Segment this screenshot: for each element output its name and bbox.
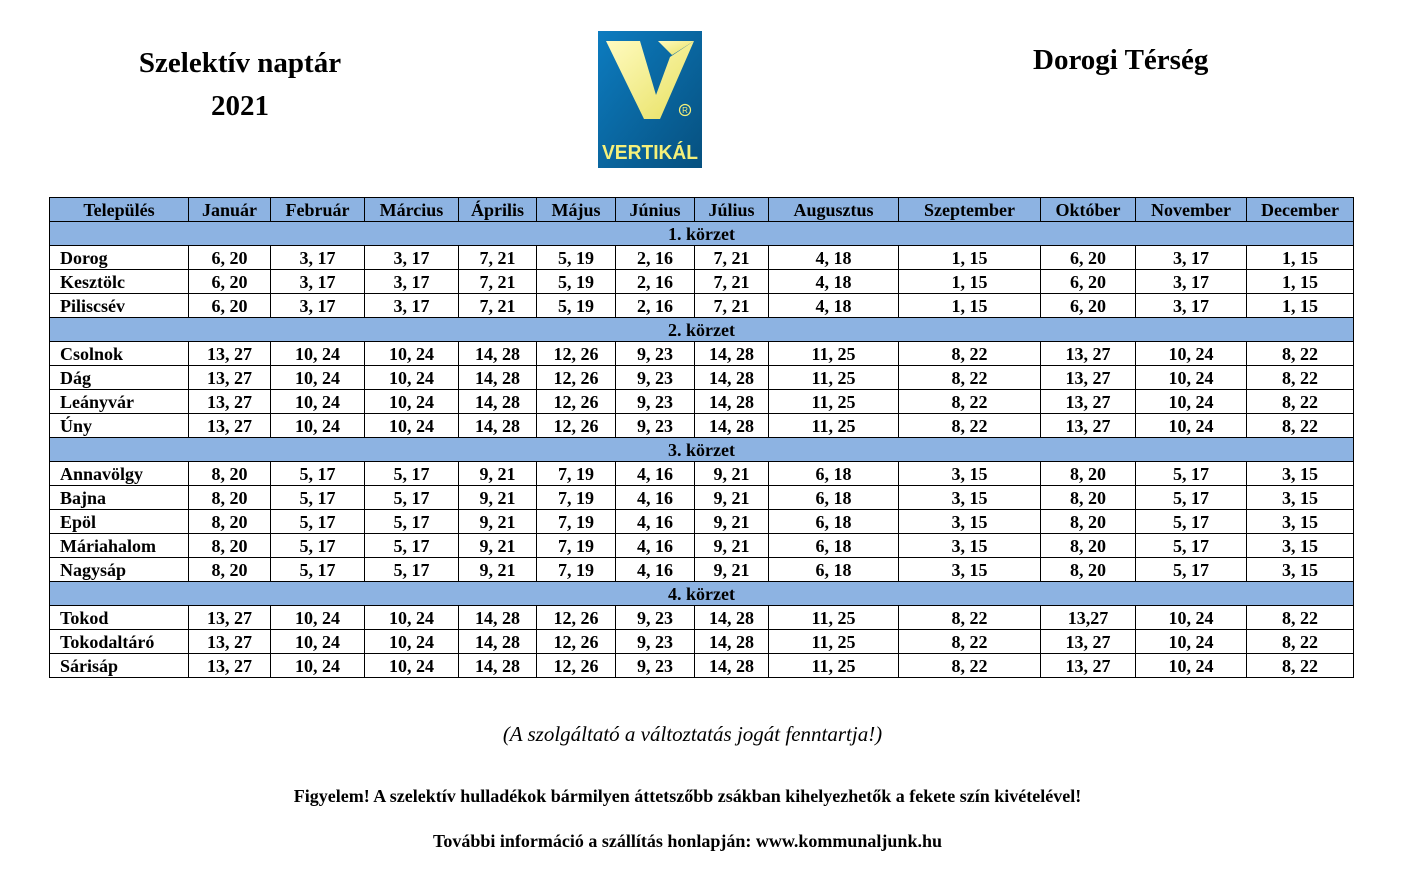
disclaimer-note: (A szolgáltató a változtatás jogát fenntartja!)	[502, 722, 883, 746]
table-row	[50, 342, 1354, 366]
collection-days-cell: 9, 21	[459, 486, 537, 510]
collection-days-cell: 9, 23	[616, 654, 695, 678]
collection-days-cell: 8, 20	[189, 510, 271, 534]
collection-days-cell: 13, 27	[189, 366, 271, 390]
collection-days-cell: 14, 28	[695, 630, 769, 654]
collection-days-cell: 5, 19	[537, 246, 616, 270]
collection-days-cell: 10, 24	[1136, 366, 1247, 390]
collection-days-cell: 9, 23	[616, 606, 695, 630]
column-header-month: Február	[271, 198, 365, 222]
collection-days-cell: 14, 28	[695, 606, 769, 630]
collection-days-cell: 10, 24	[365, 342, 459, 366]
svg-text:R: R	[682, 106, 688, 115]
table-row	[50, 246, 1354, 270]
collection-days-cell: 9, 21	[695, 510, 769, 534]
table-row	[50, 486, 1354, 510]
collection-days-cell: 9, 23	[616, 366, 695, 390]
collection-days-cell: 10, 24	[365, 414, 459, 438]
collection-days-cell: 3, 17	[271, 270, 365, 294]
collection-days-cell: 13, 27	[189, 630, 271, 654]
collection-days-cell: 3, 17	[1136, 246, 1247, 270]
table-header-row	[50, 198, 1354, 222]
vertikal-logo	[598, 31, 702, 168]
warning-text: Figyelem! A szelektív hulladékok bármilyen áttetszőbb zsákban kihelyezhetők a fekete szín kivételével!	[293, 786, 1082, 806]
collection-days-cell: 3, 15	[899, 558, 1041, 582]
collection-days-cell: 8, 20	[1041, 558, 1136, 582]
collection-days-cell: 6, 20	[1041, 270, 1136, 294]
settlement-name: Bajna	[50, 486, 189, 510]
collection-days-cell: 11, 25	[769, 366, 899, 390]
collection-days-cell: 11, 25	[769, 390, 899, 414]
settlement-name: Dorog	[50, 246, 189, 270]
collection-days-cell: 8, 22	[899, 342, 1041, 366]
collection-days-cell: 4, 18	[769, 246, 899, 270]
collection-days-cell: 14, 28	[695, 390, 769, 414]
collection-days-cell: 7, 21	[459, 294, 537, 318]
collection-days-cell: 8, 20	[1041, 534, 1136, 558]
calendar-title: Szelektív naptár	[138, 47, 342, 79]
collection-days-cell: 10, 24	[271, 630, 365, 654]
collection-days-cell: 5, 17	[365, 510, 459, 534]
table-row	[50, 654, 1354, 678]
table-row	[50, 270, 1354, 294]
collection-days-cell: 8, 22	[899, 654, 1041, 678]
collection-days-cell: 9, 23	[616, 390, 695, 414]
collection-days-cell: 12, 26	[537, 654, 616, 678]
collection-days-cell: 9, 21	[459, 462, 537, 486]
collection-days-cell: 1, 15	[899, 246, 1041, 270]
zone-row	[50, 438, 1354, 462]
collection-days-cell: 10, 24	[365, 390, 459, 414]
collection-days-cell: 2, 16	[616, 246, 695, 270]
collection-days-cell: 8, 22	[1247, 630, 1354, 654]
calendar-title-block	[124, 42, 356, 128]
collection-days-cell: 3, 15	[899, 462, 1041, 486]
collection-days-cell: 4, 16	[616, 486, 695, 510]
collection-days-cell: 7, 19	[537, 462, 616, 486]
collection-days-cell: 10, 24	[1136, 414, 1247, 438]
column-header-month: Május	[537, 198, 616, 222]
collection-days-cell: 8, 20	[189, 486, 271, 510]
collection-days-cell: 12, 26	[537, 630, 616, 654]
collection-days-cell: 8, 20	[1041, 510, 1136, 534]
collection-days-cell: 5, 17	[1136, 510, 1247, 534]
column-header-month: Szeptember	[899, 198, 1041, 222]
column-header-month: Október	[1041, 198, 1136, 222]
collection-days-cell: 14, 28	[459, 630, 537, 654]
collection-days-cell: 8, 22	[1247, 414, 1354, 438]
calendar-year: 2021	[211, 90, 269, 122]
collection-days-cell: 14, 28	[695, 366, 769, 390]
collection-days-cell: 10, 24	[271, 654, 365, 678]
collection-days-cell: 10, 24	[271, 414, 365, 438]
collection-days-cell: 7, 21	[459, 246, 537, 270]
zone-row	[50, 582, 1354, 606]
table-row	[50, 366, 1354, 390]
collection-days-cell: 3, 17	[365, 246, 459, 270]
zone-label: 1. körzet	[50, 222, 1354, 246]
table-row	[50, 630, 1354, 654]
collection-days-cell: 5, 17	[1136, 534, 1247, 558]
collection-days-cell: 14, 28	[459, 654, 537, 678]
column-header-month: December	[1247, 198, 1354, 222]
collection-days-cell: 8, 22	[1247, 390, 1354, 414]
collection-days-cell: 3, 17	[1136, 294, 1247, 318]
column-header-month: November	[1136, 198, 1247, 222]
collection-days-cell: 14, 28	[695, 414, 769, 438]
collection-days-cell: 6, 18	[769, 486, 899, 510]
collection-days-cell: 1, 15	[1247, 270, 1354, 294]
collection-days-cell: 6, 20	[1041, 246, 1136, 270]
column-header-month: Július	[695, 198, 769, 222]
collection-days-cell: 5, 17	[365, 486, 459, 510]
collection-days-cell: 9, 21	[459, 510, 537, 534]
collection-days-cell: 6, 20	[189, 270, 271, 294]
column-header-month: Augusztus	[769, 198, 899, 222]
collection-days-cell: 12, 26	[537, 390, 616, 414]
collection-days-cell: 9, 21	[459, 534, 537, 558]
collection-days-cell: 13, 27	[189, 654, 271, 678]
collection-days-cell: 6, 20	[189, 294, 271, 318]
collection-days-cell: 13, 27	[1041, 414, 1136, 438]
collection-days-cell: 3, 17	[365, 270, 459, 294]
collection-days-cell: 9, 21	[459, 558, 537, 582]
collection-days-cell: 8, 22	[1247, 654, 1354, 678]
column-header-month: Január	[189, 198, 271, 222]
collection-days-cell: 10, 24	[1136, 654, 1247, 678]
collection-days-cell: 9, 21	[695, 534, 769, 558]
collection-days-cell: 11, 25	[769, 630, 899, 654]
collection-days-cell: 13, 27	[1041, 342, 1136, 366]
table-row	[50, 414, 1354, 438]
collection-days-cell: 10, 24	[1136, 630, 1247, 654]
settlement-name: Epöl	[50, 510, 189, 534]
collection-days-cell: 11, 25	[769, 414, 899, 438]
collection-days-cell: 10, 24	[365, 630, 459, 654]
collection-days-cell: 9, 21	[695, 486, 769, 510]
collection-days-cell: 13, 27	[189, 342, 271, 366]
collection-days-cell: 5, 17	[365, 462, 459, 486]
collection-days-cell: 6, 18	[769, 462, 899, 486]
collection-days-cell: 4, 18	[769, 294, 899, 318]
collection-days-cell: 14, 28	[459, 606, 537, 630]
collection-days-cell: 13, 27	[189, 606, 271, 630]
collection-days-cell: 11, 25	[769, 654, 899, 678]
collection-days-cell: 7, 21	[459, 270, 537, 294]
collection-days-cell: 12, 26	[537, 342, 616, 366]
collection-days-cell: 13, 27	[1041, 654, 1136, 678]
collection-days-cell: 11, 25	[769, 342, 899, 366]
collection-days-cell: 10, 24	[365, 606, 459, 630]
settlement-name: Kesztölc	[50, 270, 189, 294]
collection-days-cell: 8, 22	[1247, 342, 1354, 366]
collection-days-cell: 8, 22	[899, 414, 1041, 438]
collection-days-cell: 8, 22	[899, 390, 1041, 414]
collection-days-cell: 7, 21	[695, 294, 769, 318]
settlement-name: Máriahalom	[50, 534, 189, 558]
collection-days-cell: 13, 27	[1041, 366, 1136, 390]
collection-days-cell: 14, 28	[459, 390, 537, 414]
collection-days-cell: 1, 15	[1247, 294, 1354, 318]
table-row	[50, 558, 1354, 582]
collection-days-cell: 3, 17	[271, 246, 365, 270]
collection-days-cell: 3, 17	[271, 294, 365, 318]
collection-days-cell: 10, 24	[1136, 390, 1247, 414]
collection-days-cell: 10, 24	[1136, 342, 1247, 366]
collection-days-cell: 9, 23	[616, 414, 695, 438]
settlement-name: Sárisáp	[50, 654, 189, 678]
collection-days-cell: 13,27	[1041, 606, 1136, 630]
collection-days-cell: 5, 17	[365, 558, 459, 582]
collection-days-cell: 9, 23	[616, 630, 695, 654]
collection-days-cell: 9, 21	[695, 462, 769, 486]
svg-text:VERTIKÁL: VERTIKÁL	[602, 142, 702, 164]
collection-days-cell: 7, 19	[537, 510, 616, 534]
collection-days-cell: 3, 17	[365, 294, 459, 318]
collection-days-cell: 4, 16	[616, 534, 695, 558]
collection-days-cell: 14, 28	[695, 654, 769, 678]
table-row	[50, 510, 1354, 534]
collection-days-cell: 13, 27	[1041, 630, 1136, 654]
collection-days-cell: 3, 15	[1247, 510, 1354, 534]
collection-days-cell: 8, 20	[1041, 462, 1136, 486]
collection-days-cell: 14, 28	[459, 342, 537, 366]
collection-days-cell: 1, 15	[899, 294, 1041, 318]
collection-days-cell: 10, 24	[271, 390, 365, 414]
collection-days-cell: 11, 25	[769, 606, 899, 630]
collection-days-cell: 12, 26	[537, 366, 616, 390]
collection-days-cell: 3, 15	[899, 534, 1041, 558]
table-row	[50, 462, 1354, 486]
collection-days-cell: 6, 20	[1041, 294, 1136, 318]
collection-days-cell: 9, 23	[616, 342, 695, 366]
collection-days-cell: 4, 16	[616, 510, 695, 534]
zone-label: 2. körzet	[50, 318, 1354, 342]
collection-days-cell: 3, 15	[899, 510, 1041, 534]
collection-days-cell: 8, 20	[189, 558, 271, 582]
collection-days-cell: 10, 24	[271, 366, 365, 390]
collection-days-cell: 8, 20	[189, 534, 271, 558]
zone-label: 3. körzet	[50, 438, 1354, 462]
collection-days-cell: 3, 15	[1247, 558, 1354, 582]
column-header-month: Március	[365, 198, 459, 222]
collection-days-cell: 8, 22	[899, 366, 1041, 390]
collection-days-cell: 8, 22	[899, 630, 1041, 654]
collection-days-cell: 5, 17	[365, 534, 459, 558]
collection-days-cell: 13, 27	[1041, 390, 1136, 414]
settlement-name: Dág	[50, 366, 189, 390]
collection-days-cell: 7, 19	[537, 486, 616, 510]
collection-days-cell: 5, 17	[1136, 558, 1247, 582]
collection-days-cell: 6, 20	[189, 246, 271, 270]
collection-days-cell: 13, 27	[189, 390, 271, 414]
settlement-name: Nagysáp	[50, 558, 189, 582]
settlement-name: Tokodaltáró	[50, 630, 189, 654]
collection-days-cell: 12, 26	[537, 414, 616, 438]
settlement-name: Csolnok	[50, 342, 189, 366]
collection-days-cell: 14, 28	[459, 414, 537, 438]
collection-days-cell: 10, 24	[365, 654, 459, 678]
collection-days-cell: 8, 22	[899, 606, 1041, 630]
table-row	[50, 390, 1354, 414]
info-text: További információ a szállítás honlapján: www.kommunaljunk.hu	[433, 831, 942, 851]
collection-days-cell: 8, 22	[1247, 606, 1354, 630]
collection-days-cell: 5, 19	[537, 270, 616, 294]
collection-days-cell: 9, 21	[695, 558, 769, 582]
settlement-name: Annavölgy	[50, 462, 189, 486]
collection-days-cell: 10, 24	[365, 366, 459, 390]
collection-days-cell: 10, 24	[271, 606, 365, 630]
collection-days-cell: 5, 17	[271, 510, 365, 534]
collection-days-cell: 7, 21	[695, 246, 769, 270]
collection-days-cell: 5, 17	[1136, 462, 1247, 486]
collection-days-cell: 2, 16	[616, 270, 695, 294]
collection-days-cell: 12, 26	[537, 606, 616, 630]
collection-days-cell: 5, 17	[1136, 486, 1247, 510]
collection-days-cell: 4, 16	[616, 558, 695, 582]
collection-days-cell: 3, 15	[1247, 534, 1354, 558]
collection-days-cell: 4, 16	[616, 462, 695, 486]
collection-days-cell: 10, 24	[1136, 606, 1247, 630]
settlement-name: Úny	[50, 414, 189, 438]
collection-days-cell: 8, 20	[189, 462, 271, 486]
collection-days-cell: 3, 17	[1136, 270, 1247, 294]
zone-row	[50, 222, 1354, 246]
collection-days-cell: 6, 18	[769, 558, 899, 582]
collection-days-cell: 2, 16	[616, 294, 695, 318]
collection-days-cell: 6, 18	[769, 510, 899, 534]
collection-days-cell: 7, 21	[695, 270, 769, 294]
column-header-month: Június	[616, 198, 695, 222]
zone-label: 4. körzet	[50, 582, 1354, 606]
collection-days-cell: 1, 15	[1247, 246, 1354, 270]
collection-days-cell: 1, 15	[899, 270, 1041, 294]
collection-days-cell: 14, 28	[695, 342, 769, 366]
collection-days-cell: 7, 19	[537, 558, 616, 582]
collection-days-cell: 3, 15	[1247, 462, 1354, 486]
collection-days-cell: 10, 24	[271, 342, 365, 366]
collection-days-cell: 6, 18	[769, 534, 899, 558]
table-row	[50, 294, 1354, 318]
zone-row	[50, 318, 1354, 342]
collection-days-cell: 8, 20	[1041, 486, 1136, 510]
collection-days-cell: 7, 19	[537, 534, 616, 558]
column-header-month: Április	[459, 198, 537, 222]
collection-schedule-table	[49, 197, 1354, 678]
collection-days-cell: 3, 15	[899, 486, 1041, 510]
collection-days-cell: 5, 17	[271, 486, 365, 510]
collection-days-cell: 3, 15	[1247, 486, 1354, 510]
table-row	[50, 606, 1354, 630]
collection-days-cell: 4, 18	[769, 270, 899, 294]
settlement-name: Piliscsév	[50, 294, 189, 318]
collection-days-cell: 5, 17	[271, 534, 365, 558]
settlement-name: Tokod	[50, 606, 189, 630]
settlement-name: Leányvár	[50, 390, 189, 414]
collection-days-cell: 14, 28	[459, 366, 537, 390]
collection-days-cell: 8, 22	[1247, 366, 1354, 390]
collection-days-cell: 5, 17	[271, 462, 365, 486]
collection-days-cell: 13, 27	[189, 414, 271, 438]
collection-days-cell: 5, 17	[271, 558, 365, 582]
column-header-settlement: Település	[50, 198, 189, 222]
collection-days-cell: 5, 19	[537, 294, 616, 318]
table-row	[50, 534, 1354, 558]
region-name: Dorogi Térség	[1033, 44, 1209, 76]
